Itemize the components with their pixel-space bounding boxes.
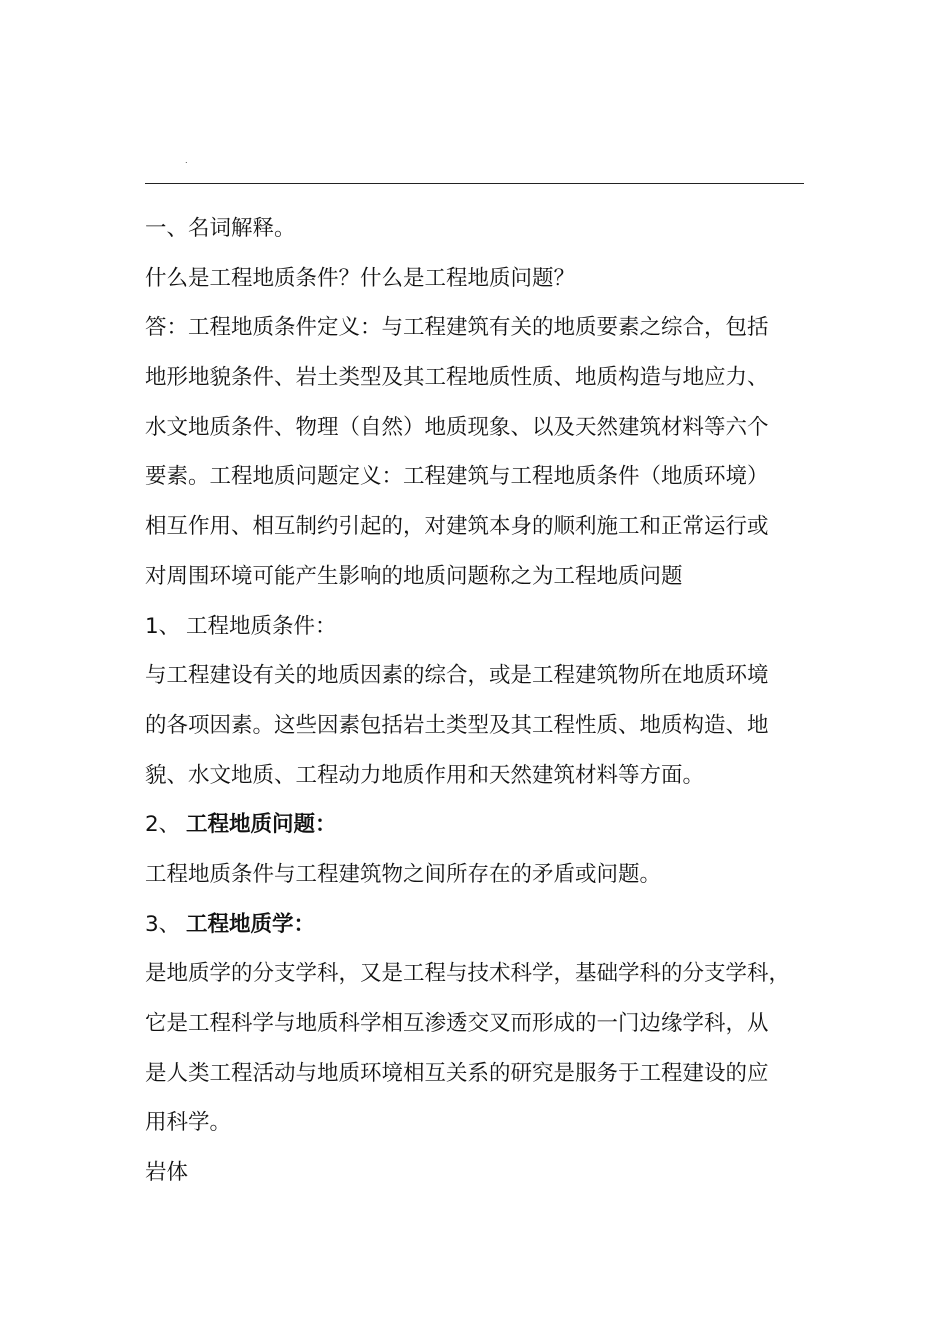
definition-line: 它是工程科学与地质科学相互渗透交叉而形成的一门边缘学科，从 [145,1011,769,1036]
next-term: 岩体 [145,1160,189,1186]
question: 什么是工程地质条件？什么是工程地质问题？ [145,265,576,291]
answer-line: 要素。工程地质问题定义：工程建筑与工程地质条件（地质环境） [145,464,769,490]
definition-line: 工程地质条件与工程建筑物之间所存在的矛盾或问题。 [145,861,662,887]
term-heading-2 [145,800,805,850]
section-heading: 一、名词解释。 [145,216,296,241]
definition-line: 是地质学的分支学科，又是工程与技术科学，基础学科的分支学科， [145,961,791,987]
answer-line: 相互作用、相互制约引起的，对建筑本身的顺利施工和正常运行或 [145,514,769,540]
term-number: 1、 [145,613,181,639]
definition-line: 的各项因素。这些因素包括岩土类型及其工程性质、地质构造、地 [145,712,769,738]
header-mark: . [185,156,188,165]
answer-line: 水文地质条件、物理（自然）地质现象、以及天然建筑材料等六个 [145,414,769,440]
definition-line: 是人类工程活动与地质环境相互关系的研究是服务于工程建设的应 [145,1060,769,1086]
definition-line: 用科学。 [145,1110,232,1136]
term-number: 3、 [145,911,181,937]
term-number: 2、 [145,812,181,838]
definition-line: 与工程建设有关的地质因素的综合，或是工程建筑物所在地质环境 [145,663,769,689]
header-rule [145,183,804,184]
answer-line: 地形地貌条件、岩土类型及其工程地质性质、地质构造与地应力、 [145,365,769,391]
term-heading-1 [145,602,805,652]
term-heading-3 [145,900,805,950]
term-title: 工程地质学： [186,911,316,937]
document-body [145,204,805,1198]
definition-line: 貌、水文地质、工程动力地质作用和天然建筑材料等方面。 [145,762,705,788]
term-title: 工程地质问题： [186,812,337,838]
answer-line: 答：工程地质条件定义：与工程建筑有关的地质要素之综合，包括 [145,315,769,341]
term-title: 工程地质条件： [186,613,337,639]
answer-line: 对周围环境可能产生影响的地质问题称之为工程地质问题 [145,563,683,589]
